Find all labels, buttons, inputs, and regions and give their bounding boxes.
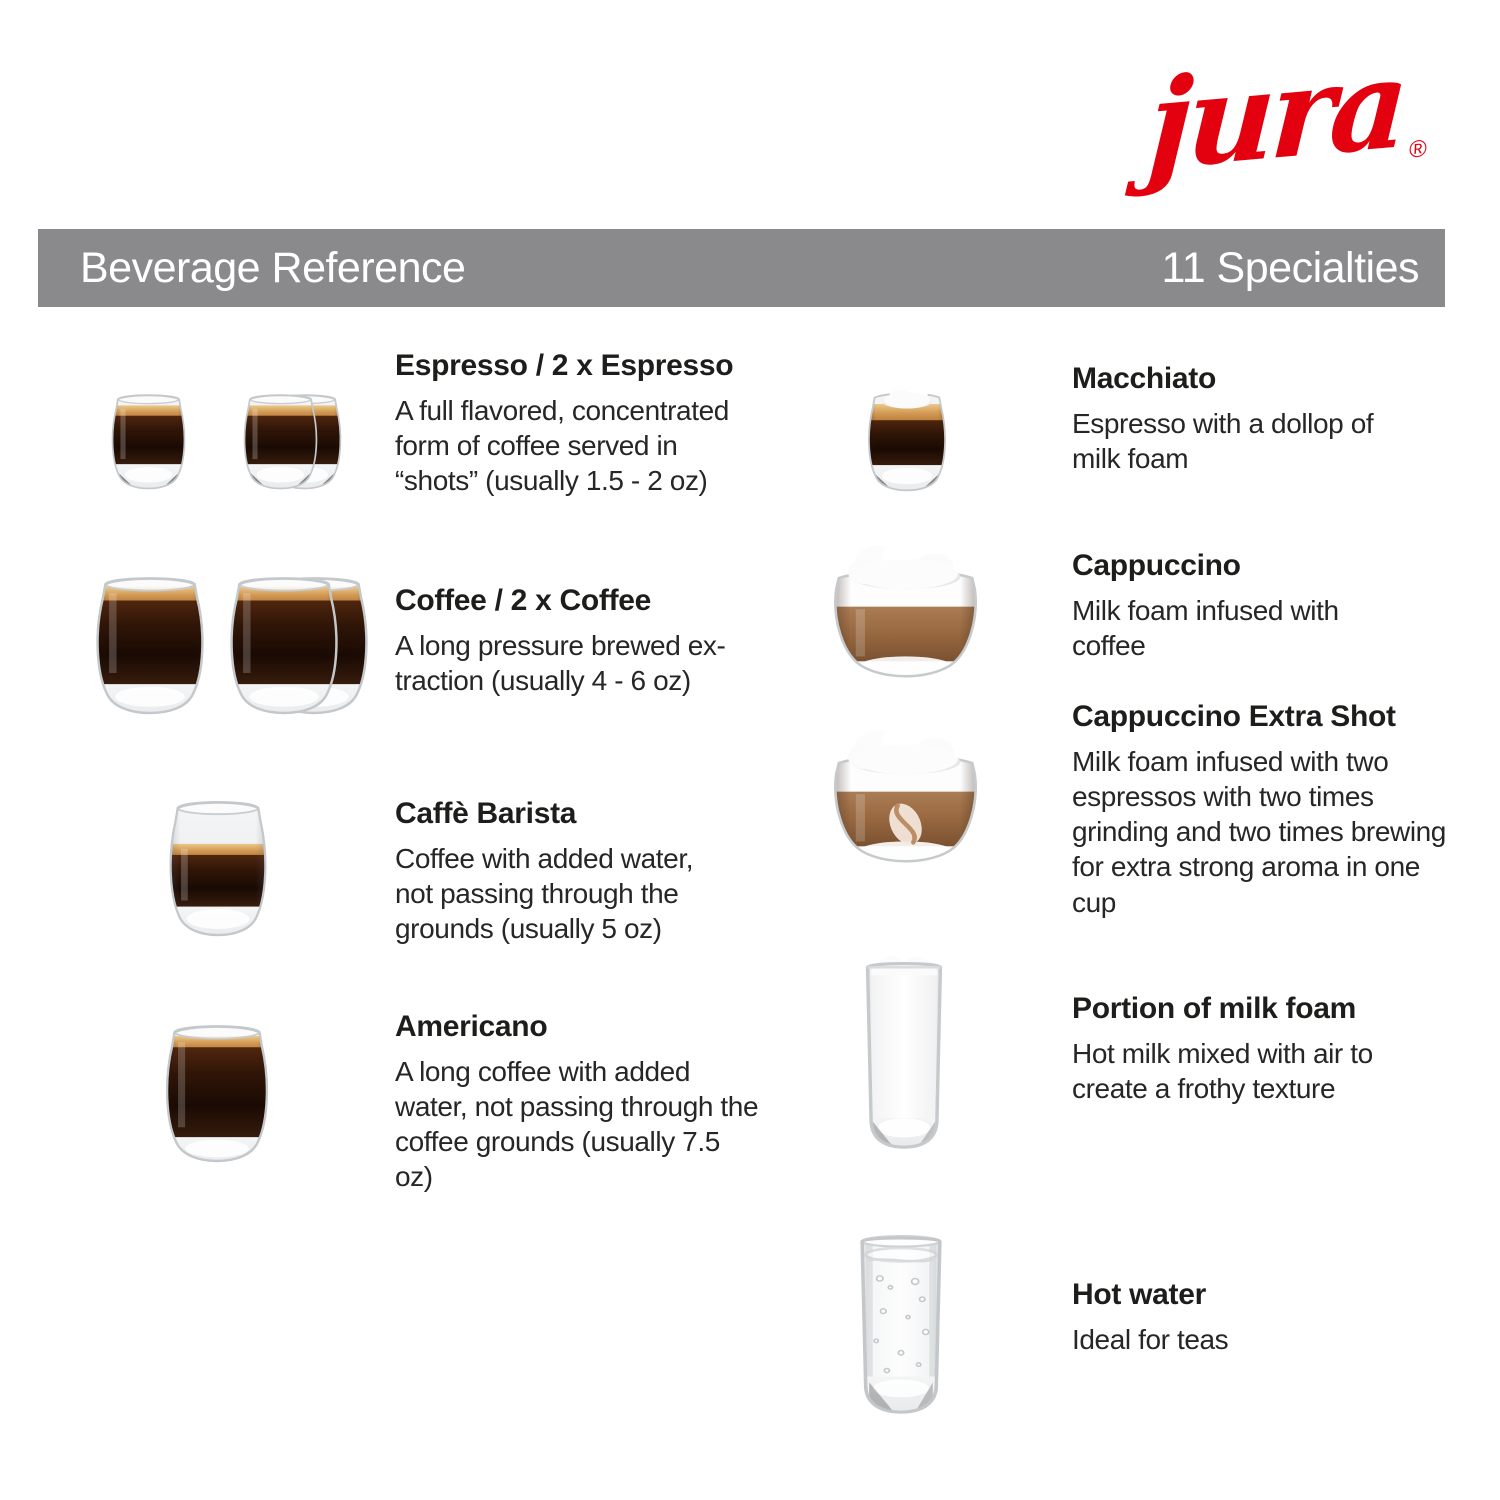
coffee-glass-front-image xyxy=(222,568,346,718)
hot-water-glass-image xyxy=(848,1228,954,1424)
beverage-title-hot-water: Hot water xyxy=(1072,1278,1206,1311)
specialties-count-badge: 11 Specialties xyxy=(1161,243,1419,292)
beverage-description-coffee: A long pressure brewed ex-traction (usually 4 - 6 oz) xyxy=(395,629,726,696)
espresso-glass-pair-image xyxy=(238,388,348,492)
registered-trademark-icon: ® xyxy=(1408,135,1428,164)
page-title: Beverage Reference xyxy=(80,243,466,292)
coffee-glass-image xyxy=(88,568,212,718)
beverage-title-milk-foam: Portion of milk foam xyxy=(1072,992,1357,1025)
beverage-title-macchiato: Macchiato xyxy=(1072,362,1217,395)
beverage-title-americano: Americano xyxy=(395,1010,548,1043)
beverage-title-cappuccino: Cappuccino xyxy=(1072,549,1241,582)
beverage-title-cappuccino-extra-shot: Cappuccino Extra Shot xyxy=(1072,700,1396,733)
beverage-title-espresso: Espresso / 2 x Espresso xyxy=(395,349,734,382)
espresso-glass-image xyxy=(106,388,191,492)
beverage-description-espresso: A full flavored, concentrated form of coffee served in “shots” (usually 1.5 - 2 oz) xyxy=(395,394,729,497)
milk-foam-glass-image xyxy=(852,948,956,1160)
caffe-barista-glass-image xyxy=(162,792,274,940)
beverage-description-cappuccino-extra-shot: Milk foam infused with two espressos with two times grinding and two times brewing for extra strong aroma in one cup xyxy=(1072,745,1446,918)
cappuccino-extra-shot-glass-image xyxy=(827,727,984,870)
americano-glass-image xyxy=(158,1016,276,1166)
beverage-description-milk-foam: Hot milk mixed with air to create a frothy texture xyxy=(1072,1037,1373,1104)
beverage-title-caffe-barista: Caffè Barista xyxy=(395,797,577,830)
jura-logo xyxy=(1144,30,1432,198)
cappuccino-glass-image xyxy=(827,542,984,685)
beverage-description-cappuccino: Milk foam infused with coffee xyxy=(1072,594,1339,661)
beverage-title-coffee: Coffee / 2 x Coffee xyxy=(395,584,652,617)
beverage-description-americano: A long coffee with added water, not passing through the coffee grounds (usually 7.5 oz) xyxy=(395,1055,759,1193)
header-bar xyxy=(38,229,1445,307)
beverage-description-macchiato: Espresso with a dollop of milk foam xyxy=(1072,407,1374,474)
beverage-description-hot-water: Ideal for teas xyxy=(1072,1323,1229,1355)
macchiato-glass-image xyxy=(862,386,952,494)
jura-logo-text: jura xyxy=(1144,30,1408,198)
espresso-glass-front-image xyxy=(238,388,323,492)
coffee-glass-pair-image xyxy=(222,568,378,718)
beverage-description-caffe-barista: Coffee with added water, not passing through the grounds (usually 5 oz) xyxy=(395,842,694,945)
